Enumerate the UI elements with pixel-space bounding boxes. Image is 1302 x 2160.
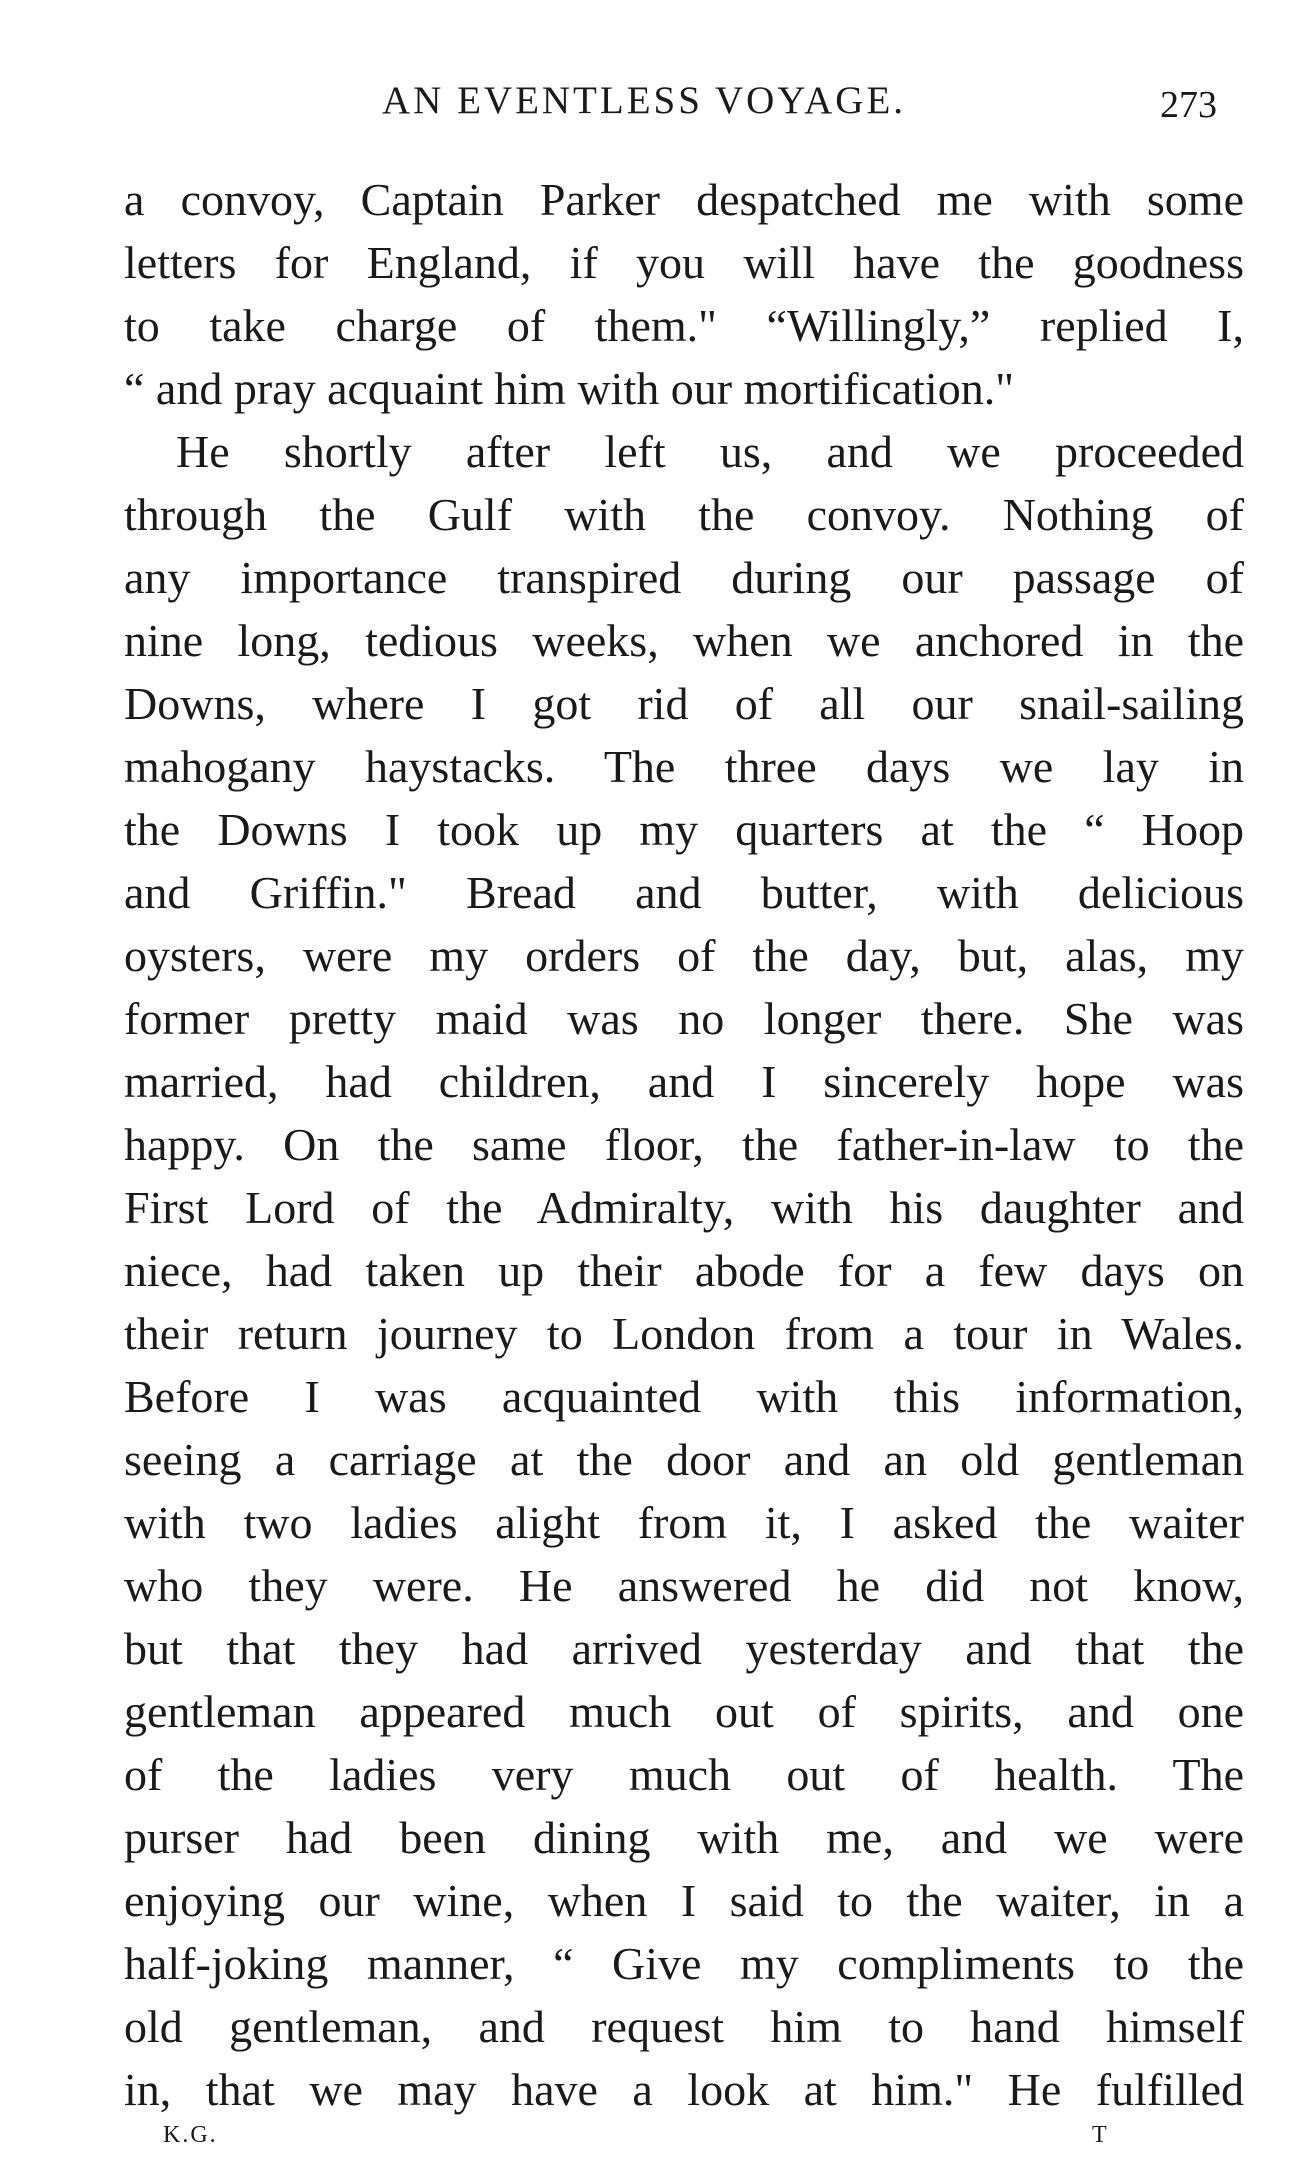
sheet-mark: T [1092, 2122, 1107, 2148]
text-line: seeing a carriage at the door and an old gentleman [124, 1434, 1244, 1485]
text-line: married, had children, and I sincerely hope was [124, 1056, 1244, 1107]
text-line: enjoying our wine, when I said to the waiter, in a [124, 1875, 1244, 1926]
text-line: former pretty maid was no longer there. She was [124, 993, 1244, 1044]
running-title: AN EVENTLESS VOYAGE. [382, 79, 907, 122]
text-line: old gentleman, and request him to hand himself [124, 2001, 1244, 2052]
text-line: in, that we may have a look at him." He fulfilled [124, 2064, 1244, 2115]
text-line: oysters, were my orders of the day, but, alas, my [124, 930, 1244, 981]
text-line: with two ladies alight from it, I asked the waiter [124, 1497, 1244, 1548]
text-line: purser had been dining with me, and we were [124, 1812, 1244, 1863]
text-line: gentleman appeared much out of spirits, and one [124, 1686, 1244, 1737]
text-line: nine long, tedious weeks, when we anchored in the [124, 615, 1244, 666]
page-footer [0, 2120, 1302, 2150]
signature-mark: K.G. [163, 2122, 218, 2148]
text-line: of the ladies very much out of health. The [124, 1749, 1244, 1800]
text-line: and Griffin." Bread and butter, with delicious [124, 867, 1244, 918]
text-line: a convoy, Captain Parker despatched me with some [124, 174, 1244, 225]
text-line: mahogany haystacks. The three days we lay in [124, 741, 1244, 792]
page-number: 273 [1160, 84, 1217, 126]
text-line: to take charge of them." “Willingly,” replied I, [124, 300, 1244, 351]
text-line: half-joking manner, “ Give my compliments to the [124, 1938, 1244, 1989]
body-text [124, 168, 1244, 2121]
text-line: He shortly after left us, and we proceeded [176, 426, 1244, 477]
text-line: “ and pray acquaint him with our mortification." [124, 363, 1014, 414]
text-line: First Lord of the Admiralty, with his daughter and [124, 1182, 1244, 1233]
text-line: Before I was acquainted with this information, [124, 1371, 1244, 1422]
text-line: who they were. He answered he did not know, [124, 1560, 1244, 1611]
text-line: any importance transpired during our passage of [124, 552, 1244, 603]
text-line: niece, had taken up their abode for a few days on [124, 1245, 1244, 1296]
text-line: Downs, where I got rid of all our snail-sailing [124, 678, 1244, 729]
text-line: their return journey to London from a tour in Wales. [124, 1308, 1244, 1359]
text-line: happy. On the same floor, the father-in-law to the [124, 1119, 1244, 1170]
running-head [0, 76, 1302, 126]
text-line: the Downs I took up my quarters at the “ Hoop [124, 804, 1244, 855]
text-line: but that they had arrived yesterday and that the [124, 1623, 1244, 1674]
text-line: through the Gulf with the convoy. Nothing of [124, 489, 1244, 540]
text-line: letters for England, if you will have the goodness [124, 237, 1244, 288]
